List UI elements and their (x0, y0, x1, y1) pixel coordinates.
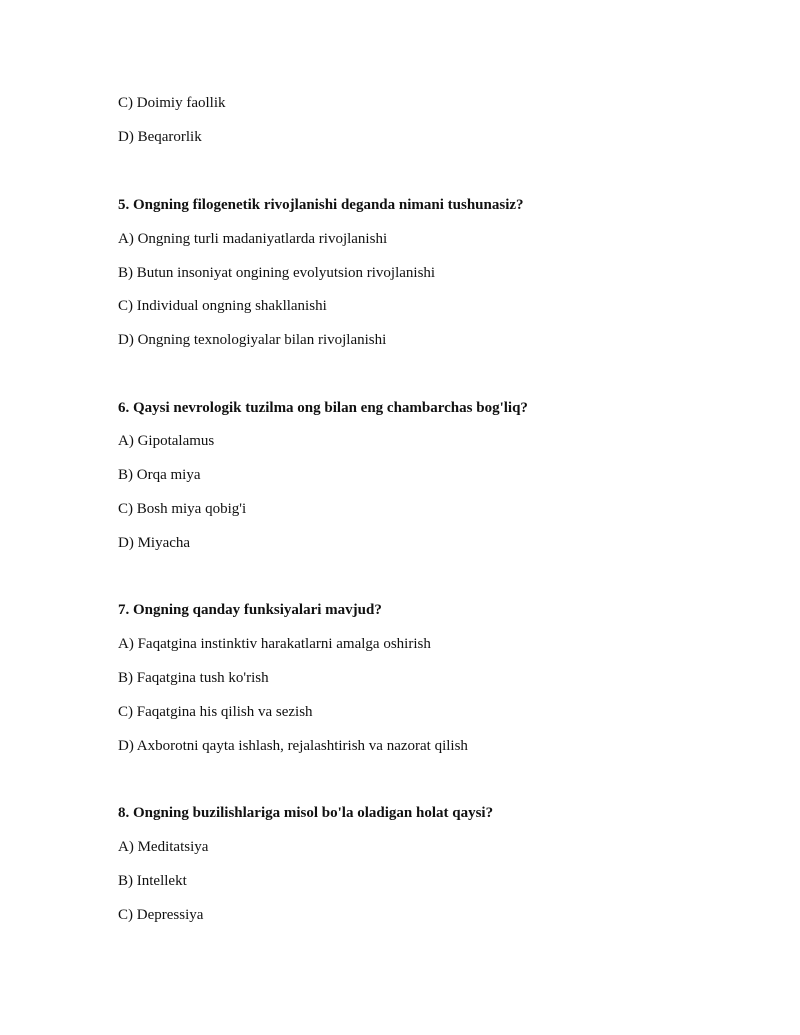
q8-option-c: C) Depressiya (118, 907, 204, 923)
q6-option-c: C) Bosh miya qobig'i (118, 501, 247, 517)
q7-option-b: B) Faqatgina tush ko'rish (118, 670, 269, 686)
question-5: 5. Ongning filogenetik rivojlanishi deganda nimani tushunasiz? (118, 197, 524, 213)
question-7: 7. Ongning qanday funksiyalari mavjud? (118, 602, 382, 618)
q8-option-b: B) Intellekt (118, 873, 187, 889)
q5-option-d: D) Ongning texnologiyalar bilan rivojlanishi (118, 332, 387, 348)
q6-option-b: B) Orqa miya (118, 467, 201, 483)
q8-option-a: A) Meditatsiya (118, 839, 209, 855)
q5-option-c: C) Individual ongning shakllanishi (118, 298, 327, 314)
q6-option-a: A) Gipotalamus (118, 433, 215, 449)
option-prev-c: C) Doimiy faollik (118, 95, 226, 111)
q7-option-d: D) Axborotni qayta ishlash, rejalashtirish va nazorat qilish (118, 738, 468, 754)
q5-option-a: A) Ongning turli madaniyatlarda rivojlanishi (118, 231, 388, 247)
question-8: 8. Ongning buzilishlariga misol bo'la oladigan holat qaysi? (118, 805, 494, 821)
q5-option-b: B) Butun insoniyat ongining evolyutsion rivojlanishi (118, 265, 436, 281)
question-6: 6. Qaysi nevrologik tuzilma ong bilan eng chambarchas bog'liq? (118, 400, 528, 416)
option-prev-d: D) Beqarorlik (118, 129, 202, 145)
q7-option-a: A) Faqatgina instinktiv harakatlarni amalga oshirish (118, 636, 431, 652)
q6-option-d: D) Miyacha (118, 535, 191, 551)
q7-option-c: C) Faqatgina his qilish va sezish (118, 704, 313, 720)
